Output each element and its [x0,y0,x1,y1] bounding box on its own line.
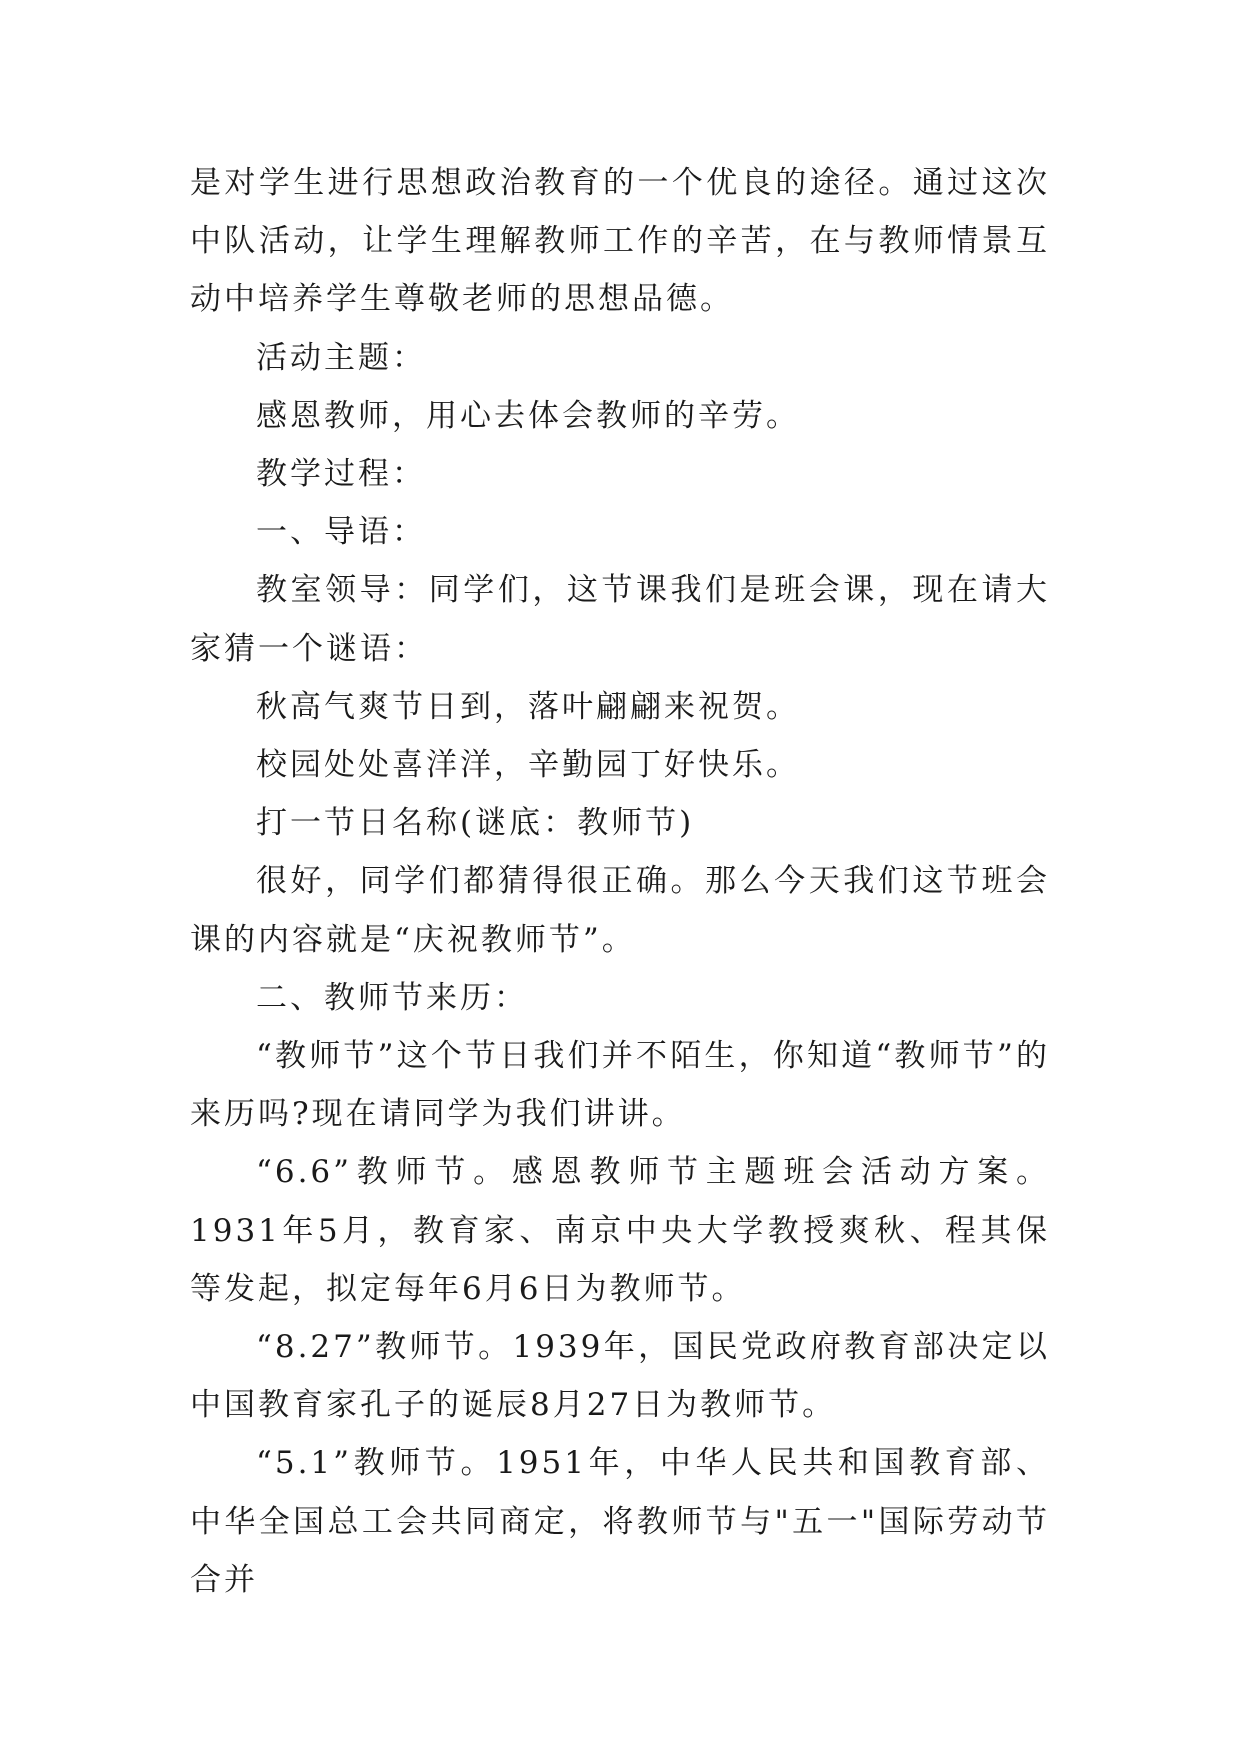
paragraph: 活动主题： [256,339,426,376]
paragraph: 教学过程： [256,456,426,493]
paragraph: 秋高气爽节日到，落叶翩翩来祝贺。 [256,688,800,725]
paragraph: “6.6”教师节。感恩教师节主题班会活动方案。1931年5月，教育家、南京中央大学教授爽秋、程其保等发起，拟定每年6月6日为教师节。 [190,1154,1050,1307]
paragraph: 是对学生进行思想政治教育的一个优良的途径。通过这次中队活动，让学生理解教师工作的辛苦，在与教师情景互动中培养学生尊敬老师的思想品德。 [190,165,1050,318]
paragraph: “5.1”教师节。1951年，中华人民共和国教育部、中华全国总工会共同商定，将教师节与"五一"国际劳动节合并 [190,1445,1050,1598]
paragraph: 二、教师节来历： [256,979,528,1016]
paragraph: 教室领导：同学们，这节课我们是班会课，现在请大家猜一个谜语： [190,572,1050,667]
paragraph: 很好，同学们都猜得很正确。那么今天我们这节班会课的内容就是“庆祝教师节”。 [190,863,1050,958]
paragraph: 校园处处喜洋洋，辛勤园丁好快乐。 [256,747,800,784]
paragraph: “教师节”这个节日我们并不陌生，你知道“教师节”的来历吗?现在请同学为我们讲讲。 [190,1038,1050,1133]
document-body [190,154,1050,1609]
paragraph: 一、导语： [256,514,426,551]
paragraph: 感恩教师，用心去体会教师的辛劳。 [256,397,800,434]
paragraph: “8.27”教师节。1939年，国民党政府教育部决定以中国教育家孔子的诞辰8月27日为教师节。 [190,1329,1050,1424]
paragraph: 打一节日名称(谜底：教师节) [256,805,695,842]
